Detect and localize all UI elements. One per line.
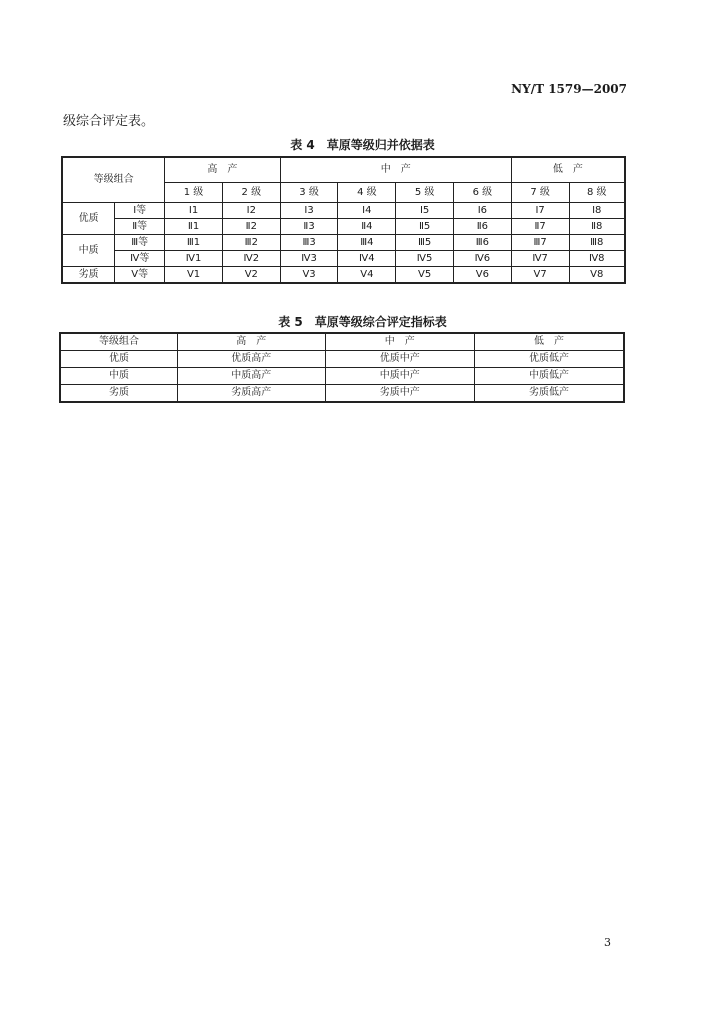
table-row xyxy=(62,203,625,219)
table-row xyxy=(62,235,625,251)
table-cell: Ⅴ3 xyxy=(280,267,338,284)
table-cell: 中质 xyxy=(60,368,178,385)
table-row xyxy=(62,251,625,267)
table-cell: 中质高产 xyxy=(178,368,325,385)
table-cell: Ⅰ5 xyxy=(396,203,454,219)
table-cell: Ⅰ8 xyxy=(569,203,625,219)
page-number: 3 xyxy=(604,936,611,949)
table-cell: Ⅱ6 xyxy=(453,219,511,235)
table-cell: 劣质低产 xyxy=(475,385,625,403)
table-row xyxy=(60,351,624,368)
table4-caption: 表 4 草原等级归并依据表 xyxy=(290,138,435,152)
table-cell: Ⅴ等 xyxy=(115,267,165,284)
table-cell: Ⅲ1 xyxy=(165,235,223,251)
table-cell: Ⅳ1 xyxy=(165,251,223,267)
table-header: 中 产 xyxy=(325,333,474,351)
table-cell: Ⅱ等 xyxy=(115,219,165,235)
table-cell: Ⅰ3 xyxy=(280,203,338,219)
table-cell: Ⅱ1 xyxy=(165,219,223,235)
group-header: 中 产 xyxy=(280,157,511,183)
table-cell: Ⅳ7 xyxy=(511,251,569,267)
table-cell: 劣质高产 xyxy=(178,385,325,403)
table-cell: 优质 xyxy=(60,351,178,368)
table-cell: 劣质 xyxy=(60,385,178,403)
table-cell: Ⅲ4 xyxy=(338,235,396,251)
table-cell: Ⅱ8 xyxy=(569,219,625,235)
table5-caption: 表 5 草原等级综合评定指标表 xyxy=(278,315,447,329)
table-cell: Ⅲ8 xyxy=(569,235,625,251)
table-cell: Ⅳ8 xyxy=(569,251,625,267)
table-cell: Ⅴ8 xyxy=(569,267,625,284)
table-cell: Ⅲ3 xyxy=(280,235,338,251)
table-cell: Ⅱ2 xyxy=(222,219,280,235)
table-cell: Ⅱ3 xyxy=(280,219,338,235)
table-cell: 中质低产 xyxy=(475,368,625,385)
table-cell: Ⅳ4 xyxy=(338,251,396,267)
table-cell: Ⅰ6 xyxy=(453,203,511,219)
table-cell: Ⅱ7 xyxy=(511,219,569,235)
table-cell: Ⅲ5 xyxy=(396,235,454,251)
table-header: 等级组合 xyxy=(60,333,178,351)
table-cell: Ⅲ7 xyxy=(511,235,569,251)
table-cell: Ⅴ7 xyxy=(511,267,569,284)
table-cell: 优质低产 xyxy=(475,351,625,368)
quality-group-label: 劣质 xyxy=(62,267,115,284)
table-cell: Ⅰ7 xyxy=(511,203,569,219)
table-row xyxy=(60,385,624,403)
table-cell: Ⅴ4 xyxy=(338,267,396,284)
table-cell: Ⅲ6 xyxy=(453,235,511,251)
grade-header: 5 级 xyxy=(396,183,454,203)
quality-group-label: 中质 xyxy=(62,235,115,267)
group-header: 高 产 xyxy=(165,157,281,183)
grade-header: 4 级 xyxy=(338,183,396,203)
grade-header: 2 级 xyxy=(222,183,280,203)
table-row xyxy=(60,368,624,385)
table-cell: 优质高产 xyxy=(178,351,325,368)
table-cell: Ⅳ5 xyxy=(396,251,454,267)
table-cell: Ⅳ6 xyxy=(453,251,511,267)
grade-header: 7 级 xyxy=(511,183,569,203)
table-cell: Ⅰ1 xyxy=(165,203,223,219)
group-header: 低 产 xyxy=(511,157,625,183)
table-header: 高 产 xyxy=(178,333,325,351)
grade-header: 1 级 xyxy=(165,183,223,203)
corner-header: 等级组合 xyxy=(62,157,165,203)
grade-header: 8 级 xyxy=(569,183,625,203)
table-cell: Ⅳ3 xyxy=(280,251,338,267)
table-cell: Ⅰ等 xyxy=(115,203,165,219)
table-cell: Ⅲ2 xyxy=(222,235,280,251)
intro-text: 级综合评定表。 xyxy=(63,114,155,129)
grade-header: 3 级 xyxy=(280,183,338,203)
table-cell: Ⅴ5 xyxy=(396,267,454,284)
table-cell: Ⅴ2 xyxy=(222,267,280,284)
table-cell: 中质中产 xyxy=(325,368,474,385)
standard-code: NY/T 1579—2007 xyxy=(511,82,627,96)
table-cell: Ⅱ4 xyxy=(338,219,396,235)
table-cell: 劣质中产 xyxy=(325,385,474,403)
quality-group-label: 优质 xyxy=(62,203,115,235)
table-cell: Ⅴ6 xyxy=(453,267,511,284)
table-cell: Ⅴ1 xyxy=(165,267,223,284)
table-cell: Ⅱ5 xyxy=(396,219,454,235)
table-cell: Ⅳ2 xyxy=(222,251,280,267)
table-cell: Ⅰ4 xyxy=(338,203,396,219)
table-header: 低 产 xyxy=(475,333,625,351)
table-cell: 优质中产 xyxy=(325,351,474,368)
table-cell: Ⅲ等 xyxy=(115,235,165,251)
table-cell: Ⅳ等 xyxy=(115,251,165,267)
grassland-grade-evaluation-table xyxy=(59,332,625,403)
table-row xyxy=(62,219,625,235)
table-row xyxy=(62,267,625,284)
table-cell: Ⅰ2 xyxy=(222,203,280,219)
grassland-grade-merge-table xyxy=(61,156,626,284)
grade-header: 6 级 xyxy=(453,183,511,203)
